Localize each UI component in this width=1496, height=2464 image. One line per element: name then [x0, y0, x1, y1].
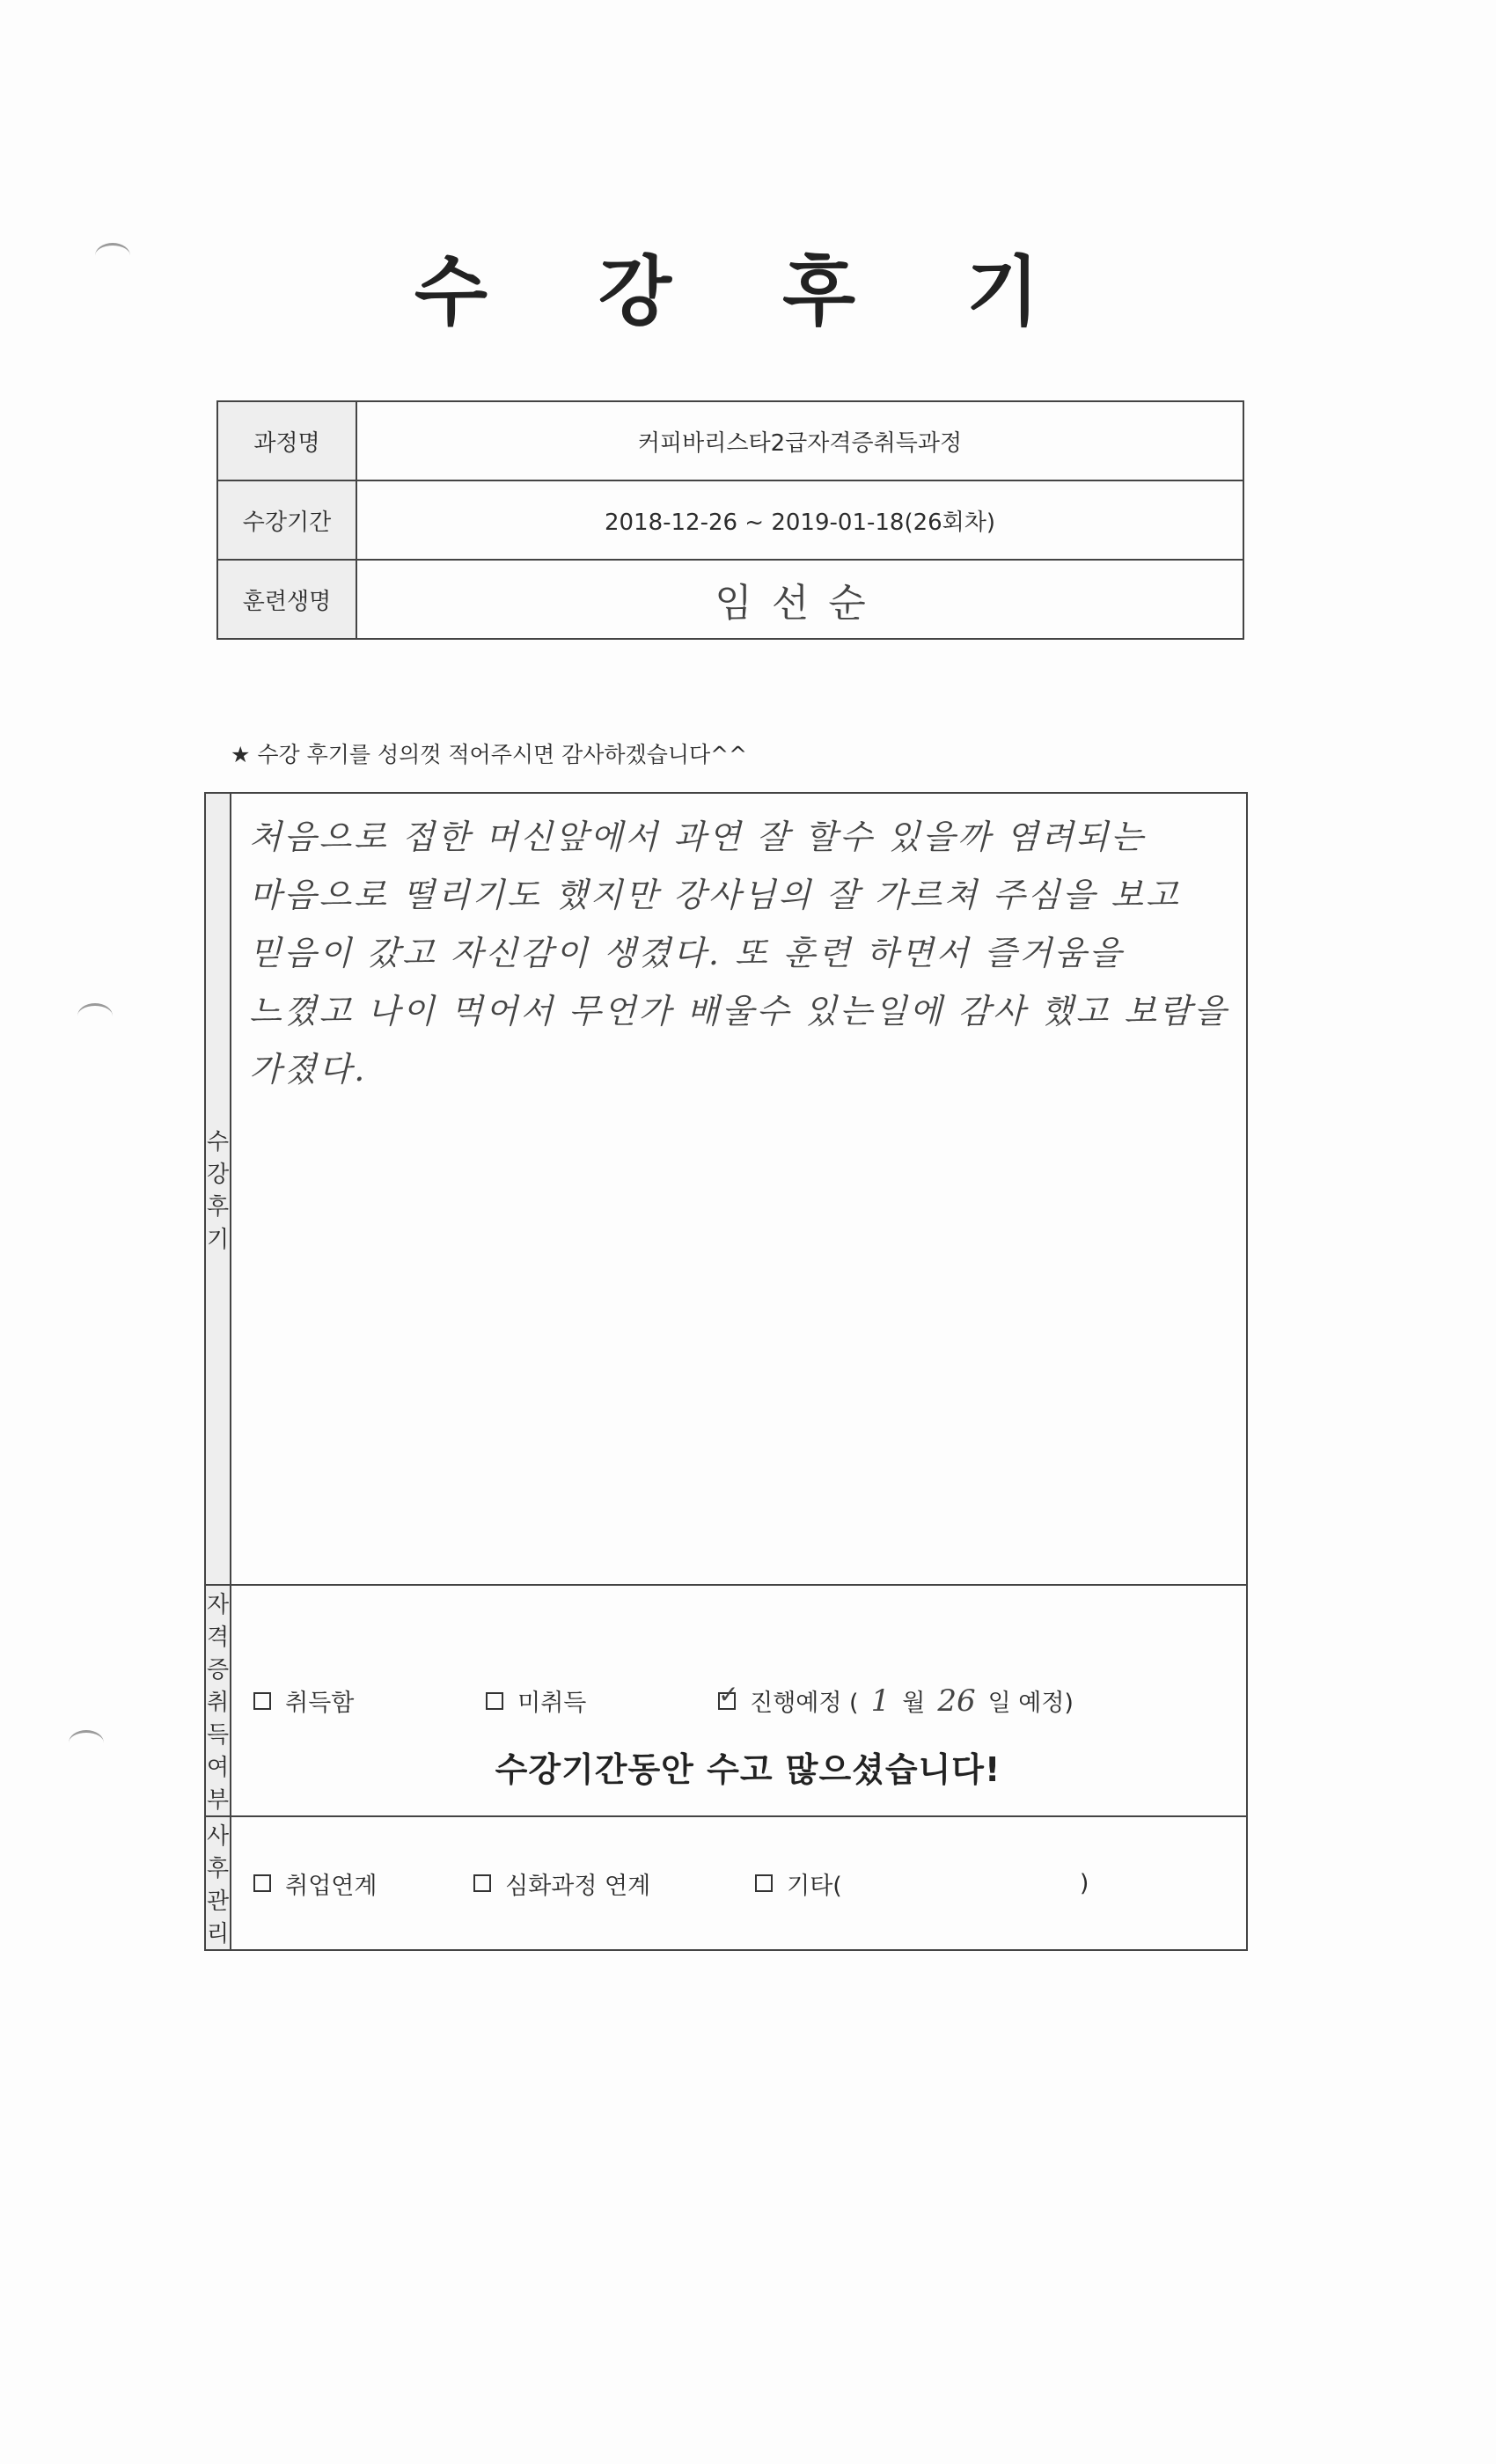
cert-option-acquired[interactable]	[253, 1683, 486, 1718]
after-care-options	[231, 1816, 1247, 1950]
review-line: 느꼈고 나이 먹어서 무언가 배울수 있는일에 감사 했고 보람을	[249, 992, 1229, 1030]
trainee-label: 훈련생명	[217, 560, 356, 639]
checked-checkbox-icon[interactable]	[718, 1692, 736, 1710]
instruction-note: ★ 수강 후기를 성의껏 적어주시면 감사하겠습니다^^	[231, 742, 748, 767]
review-row	[205, 793, 1247, 1585]
day-handwritten[interactable]: 26	[937, 1683, 976, 1719]
after-care-row	[205, 1816, 1247, 1950]
period-value: 2018-12-26 ~ 2019-01-18(26회차)	[356, 480, 1243, 560]
cert-option-scheduled[interactable]	[718, 1683, 1074, 1719]
cert-option-label: 취득함	[285, 1690, 355, 1717]
cert-option-not-acquired[interactable]	[486, 1683, 718, 1718]
checkbox-icon[interactable]	[253, 1874, 271, 1892]
cert-label-line1: 자격증	[207, 1592, 230, 1683]
review-line: 마음으로 떨리기도 했지만 강사님의 잘 가르쳐 주심을 보고	[249, 876, 1181, 914]
review-line: 가졌다.	[249, 1050, 368, 1089]
closing-message: 수강기간동안 수고 많으셨습니다!	[495, 1750, 1001, 1789]
checkbox-icon[interactable]	[755, 1874, 773, 1892]
trainee-name-handwritten: 임선순	[715, 581, 885, 626]
trainee-row	[217, 560, 1243, 639]
cert-label-line2: 취득여부	[207, 1690, 230, 1814]
day-label: 일 예정)	[987, 1690, 1074, 1717]
review-text-area[interactable]	[231, 793, 1247, 1585]
course-info-table	[216, 400, 1244, 640]
month-label: 월	[902, 1690, 926, 1717]
after-care-label: 사후관리	[205, 1816, 231, 1950]
punch-hole-mark	[77, 1003, 113, 1029]
after-option-label: 취업연계	[285, 1872, 378, 1900]
after-option-close: )	[1079, 1869, 1089, 1897]
month-handwritten[interactable]: 1	[870, 1683, 891, 1719]
period-row	[217, 480, 1243, 560]
trainee-field[interactable]	[356, 560, 1243, 639]
course-row	[217, 401, 1243, 480]
review-line: 처음으로 접한 머신앞에서 과연 잘 할수 있을까 염려되는	[249, 818, 1146, 856]
after-option-other[interactable]	[755, 1866, 1089, 1901]
course-label: 과정명	[217, 401, 356, 480]
after-option-advanced[interactable]	[473, 1866, 755, 1901]
after-option-label: 심화과정 연계	[505, 1872, 651, 1900]
cert-option-label: 미취득	[517, 1690, 587, 1717]
page-title: 수 강 후 기	[414, 248, 1082, 336]
after-option-job[interactable]	[253, 1866, 473, 1901]
course-value: 커피바리스타2급자격증취득과정	[356, 401, 1243, 480]
checkbox-icon[interactable]	[473, 1874, 491, 1892]
review-line: 믿음이 갔고 자신감이 생겼다. 또 훈련 하면서 즐거움을	[249, 934, 1125, 972]
checkbox-icon[interactable]	[486, 1692, 503, 1710]
period-label: 수강기간	[217, 480, 356, 560]
cert-option-label: 진행예정 (	[750, 1690, 859, 1717]
after-option-label: 기타(	[787, 1872, 842, 1900]
review-label: 수강후기	[205, 793, 231, 1585]
checkbox-icon[interactable]	[253, 1692, 271, 1710]
